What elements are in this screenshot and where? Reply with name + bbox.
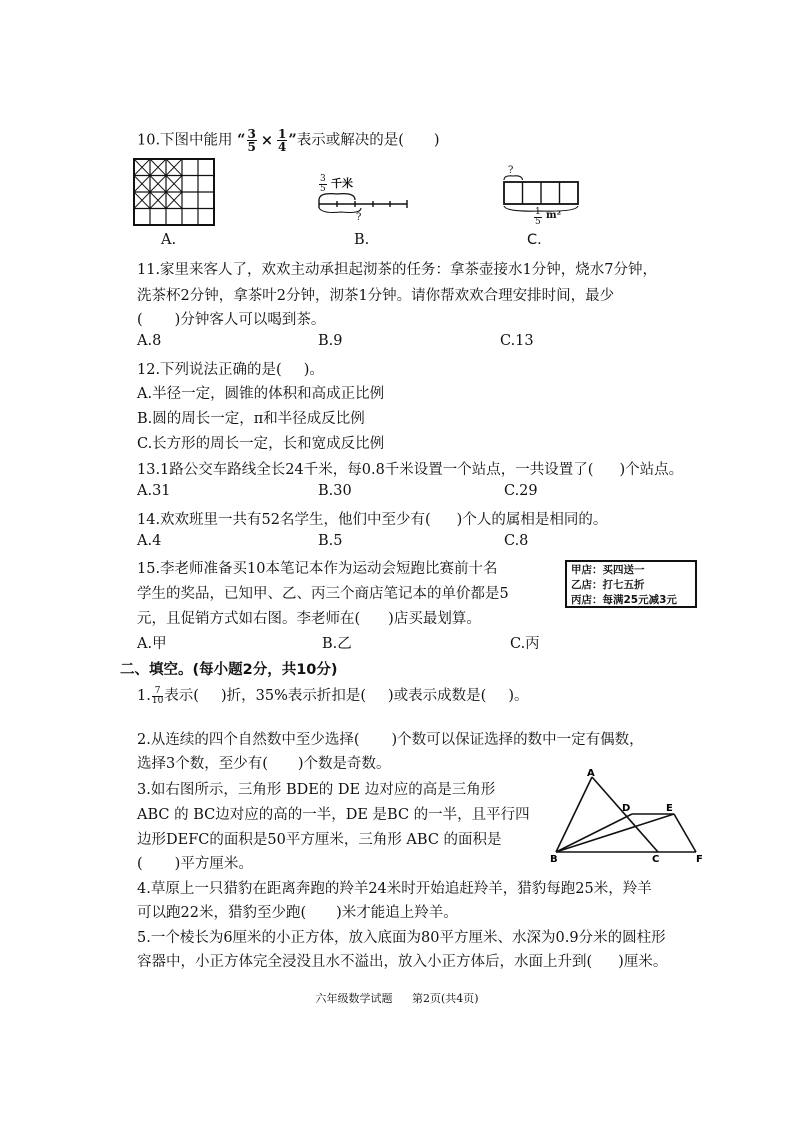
q10-figure-c-unit: m² — [546, 210, 561, 221]
q11-line2: 洗茶杯2分钟，拿茶叶2分钟，沏茶1分钟。请你帮欢欢合理安排时间，最少 — [137, 288, 615, 304]
q14-option-b[interactable]: B.5 — [318, 533, 343, 549]
f1-prefix: 1. — [137, 688, 151, 704]
q10-figure-c-fraction: $\frac{1}{5}$ — [535, 207, 541, 227]
q11-open-paren: ( — [137, 312, 143, 328]
q13-option-b[interactable]: B.30 — [318, 483, 352, 499]
q10-suffix: 表示或解决的是( — [296, 132, 404, 149]
f2-line1 — [137, 728, 644, 749]
f2-line1-post: )个数可以保证选择的数中一定有偶数， — [391, 732, 644, 748]
q11-option-a[interactable]: A.8 — [137, 333, 162, 349]
f1-line — [137, 684, 529, 706]
f3-label-e: E — [666, 803, 673, 814]
f5-line2 — [137, 950, 667, 971]
q11-option-b[interactable]: B.9 — [318, 333, 343, 349]
f4-line2-post: )米才能追上羚羊。 — [336, 905, 458, 921]
footer-subject: 六年级数学试题 — [315, 992, 393, 1005]
q10-figure-b-fraction: $\frac{3}{5}$ — [320, 174, 326, 194]
f3-line2: ABC 的 BC边对应的高的一半，DE 是BC 的一半，且平行四 — [137, 807, 530, 823]
f1-part3: )或表示成数是( — [388, 688, 487, 704]
q14-option-a[interactable]: A.4 — [137, 533, 162, 549]
q15-promotion-box — [565, 560, 697, 608]
f3-label-c: C — [652, 854, 660, 865]
q10-expr-close: ” — [288, 131, 297, 149]
f1-part4: )。 — [508, 688, 529, 704]
q10-frac1: $\frac{3}{5}$ — [247, 127, 256, 154]
f4-line1: 4.草原上一只猎豹在距离奔跑的羚羊24米时开始追赶羚羊，猎豹每跑25米，羚羊 — [137, 881, 652, 897]
f1-part1: 表示( — [164, 688, 199, 704]
f3-label-d: D — [622, 803, 631, 814]
q13-option-a[interactable]: A.31 — [137, 483, 171, 499]
f3-line4 — [137, 852, 253, 873]
f3-label-a: A — [587, 768, 595, 779]
q15-option-b[interactable]: B.乙 — [322, 636, 352, 652]
q15-shop3: 丙店：每满25元减3元 — [571, 594, 677, 606]
q10-option-a[interactable]: A. — [161, 232, 177, 248]
q12-option-b[interactable]: B.圆的周长一定，π和半径成反比例 — [137, 411, 365, 427]
f3-open-paren: ( — [137, 856, 143, 872]
q10-times: × — [260, 131, 274, 149]
f4-line2 — [137, 901, 458, 922]
footer-page-number: 第2页(共4页) — [411, 992, 479, 1005]
f3-triangle-figure — [548, 765, 708, 865]
f3-line3: 边形DEFC的面积是50平方厘米，三角形 ABC 的面积是 — [137, 832, 502, 848]
q14-stem — [137, 508, 607, 529]
q14-stem-pre: 14.欢欢班里一共有52名学生，他们中至少有( — [137, 512, 431, 528]
q11-line3-rest: )分钟客人可以喝到茶。 — [174, 312, 326, 328]
q10-close-paren: ) — [433, 132, 440, 149]
f2-line2-post: )个数是奇数。 — [297, 756, 391, 772]
q13-stem-post: )个站点。 — [619, 462, 684, 478]
q10-stem — [137, 128, 440, 153]
q15-line3 — [137, 607, 481, 628]
q15-line2: 学生的奖品，已知甲、乙、丙三个商店笔记本的单价都是5 — [137, 586, 509, 602]
f5-line1: 5.一个棱长为6厘米的小正方体，放入底面为80平方厘米、水深为0.9分米的圆柱形 — [137, 930, 666, 946]
q11-line3 — [137, 308, 325, 329]
q10-figure-b-question: ? — [356, 212, 362, 223]
q15-line1: 15.李老师准备买10本笔记本作为运动会短跑比赛前十名 — [137, 561, 498, 577]
q13-stem-pre: 13.1路公交车路线全长24千米，每0.8千米设置一个站点，一共设置了( — [137, 462, 594, 478]
f2-line1-pre: 2.从连续的四个自然数中至少选择( — [137, 732, 360, 748]
q10-prefix: 10.下图中能用 — [137, 132, 233, 149]
f5-line2-pre: 容器中，小正方体完全浸没且水不溢出，放入小正方体后，水面上升到( — [137, 954, 593, 970]
q13-stem — [137, 458, 683, 479]
f5-line2-post: )厘米。 — [618, 954, 668, 970]
q10-option-b[interactable]: B. — [354, 232, 370, 248]
f3-line1: 3.如右图所示，三角形 BDE的 DE 边对应的高是三角形 — [137, 782, 496, 798]
f3-line4-rest: )平方厘米。 — [174, 856, 253, 872]
f1-fraction: $\frac{7}{10}$ — [151, 685, 164, 706]
f3-label-b: B — [550, 854, 558, 865]
section-fill-in-title: 二、填空。(每小题2分，共10分) — [120, 662, 338, 678]
q13-option-c[interactable]: C.29 — [504, 483, 538, 499]
q12-option-a[interactable]: A.半径一定，圆锥的体积和高成正比例 — [137, 386, 385, 402]
q12-stem — [137, 358, 324, 379]
q11-option-c[interactable]: C.13 — [500, 333, 534, 349]
f1-part2: )折，35%表示折扣是( — [220, 688, 367, 704]
f4-line2-pre: 可以跑22米，猎豹至少跑( — [137, 905, 307, 921]
q15-option-a[interactable]: A.甲 — [137, 636, 167, 652]
q10-figure-b-label: 千米 — [331, 177, 353, 190]
f3-label-f: F — [696, 854, 703, 865]
q15-option-c[interactable]: C.丙 — [510, 636, 540, 652]
q11-line1: 11.家里来客人了，欢欢主动承担起沏茶的任务：拿茶壶接水1分钟，烧水7分钟， — [137, 262, 658, 278]
q12-stem-pre: 12.下列说法正确的是( — [137, 362, 282, 378]
q10-figure-a-grid — [133, 158, 215, 226]
q10-frac2: $\frac{1}{4}$ — [278, 127, 287, 154]
q15-shop2: 乙店：打七五折 — [571, 579, 645, 591]
q14-option-c[interactable]: C.8 — [504, 533, 529, 549]
q15-line3-post: )店买最划算。 — [388, 611, 481, 627]
q10-expr-open: “ — [237, 131, 246, 149]
q12-stem-post: )。 — [303, 362, 324, 378]
q12-option-c[interactable]: C.长方形的周长一定，长和宽成反比例 — [137, 436, 385, 452]
q10-figure-b-line — [315, 172, 410, 220]
f2-line2-pre: 选择3个数，至少有( — [137, 756, 268, 772]
q15-shop1: 甲店：买四送一 — [571, 564, 645, 576]
q10-figure-c-question: ? — [508, 165, 514, 176]
page-footer — [0, 990, 794, 1006]
q14-stem-post: )个人的属相是相同的。 — [456, 512, 608, 528]
q15-line3-pre: 元，且促销方式如右图。李老师在( — [137, 611, 361, 627]
q10-option-c[interactable]: C. — [527, 232, 542, 248]
f2-line2 — [137, 752, 391, 773]
